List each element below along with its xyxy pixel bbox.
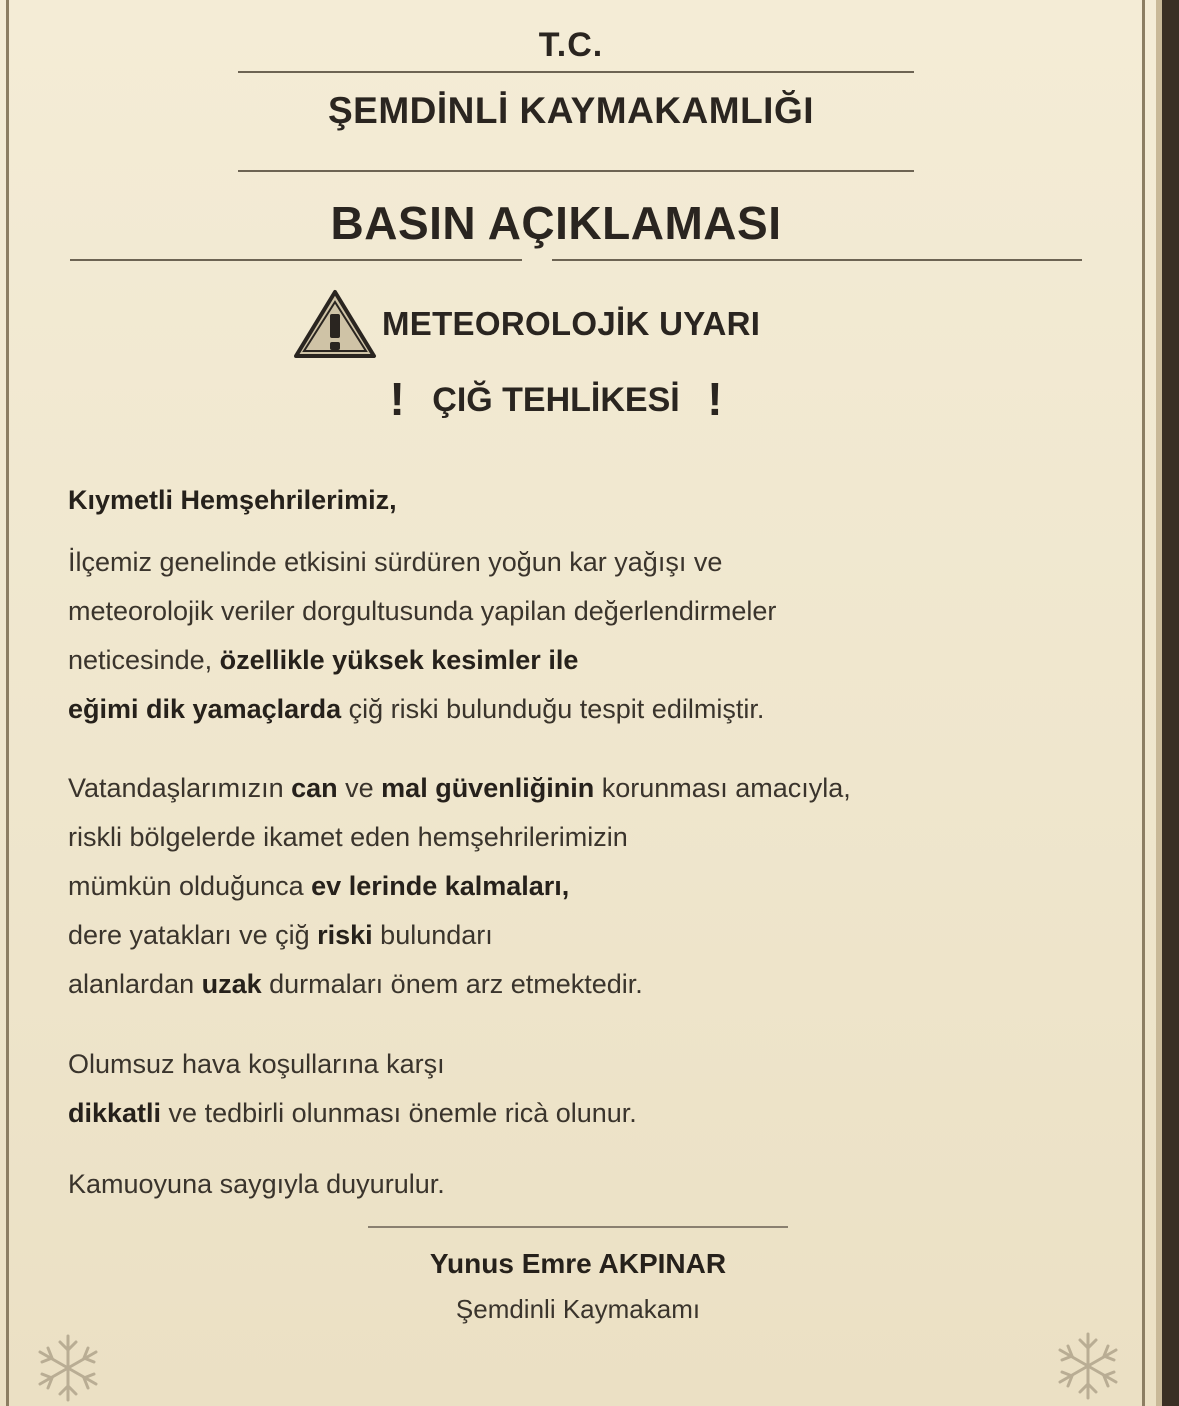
header-rule-2 [238,170,914,172]
header-rule-3-right [552,259,1082,261]
paragraph-2-line-2: riskli bölgelerde ikamet eden hemşehrilerimizin [68,822,628,852]
bold-segment: mal güvenliğinin [381,773,595,803]
paragraph-1-line-4 [68,685,776,734]
paragraph-1-line-3 [68,636,776,685]
text-segment: korunması amacıyla, [594,773,851,803]
snowflake-icon [1052,1330,1124,1402]
snowflake-icon [32,1332,104,1404]
exclamation-icon: ! [389,373,405,425]
text-segment: Vatandaşlarımızın [68,773,292,803]
avalanche-danger-label: ÇIĞ TEHLİKESİ [432,381,680,419]
text-segment: dere yatakları ve çiğ [68,920,318,950]
paragraph-2-line-4 [68,911,851,960]
paragraph-3-line-1: Olumsuz hava koşullarına karşı [68,1049,445,1079]
paragraph-2-line-3 [68,862,851,911]
text-segment: bulundarı [372,920,493,950]
paragraph-2 [68,764,851,1009]
warning-title: METEOROLOJİK UYARI [382,305,761,342]
document-type-title: BASIN AÇIKLAMASI [330,197,782,249]
text-segment: ve tedbirli olunması önemle ricà olunur. [161,1098,637,1128]
bold-segment: uzak [201,969,262,999]
header-rule-1 [238,71,914,73]
paragraph-1 [68,538,776,734]
bold-segment: eğimi dik yamaçlarda [68,694,342,724]
right-border [1142,0,1145,1406]
warning-triangle-icon [292,288,378,360]
header-tc: T.C. [538,26,604,64]
text-segment: alanlardan [68,969,202,999]
paragraph-1-line-1: İlçemiz genelinde etkisini sürdüren yoğun kar yağışı ve [68,547,723,577]
text-segment: mümkün olduğunca [68,871,312,901]
text-segment: neticesinde, [68,645,220,675]
text-segment: durmaları önem arz etmektedir. [261,969,643,999]
paragraph-3-line-2 [68,1089,637,1138]
signatory-title: Şemdinli Kaymakamı [455,1294,701,1324]
warning-heading [292,288,760,360]
header-rule-3-left [70,259,522,261]
avalanche-danger-heading [0,372,1112,426]
greeting: Kıymetli Hemşehrilerimiz, [68,485,397,515]
office-title: ŞEMDİNLİ KAYMAKAMLIĞI [327,90,815,131]
exclamation-icon: ! [707,373,723,425]
paragraph-2-line-1 [68,764,851,813]
right-edge-shadow [1162,0,1179,1406]
paragraph-1-line-2: meteorolojik veriler dorgultusunda yapilan değerlendirmeler [68,596,777,626]
text-segment: çiğ riski bulunduğu tespit edilmiştir. [341,694,765,724]
bold-segment: özellikle yüksek kesimler ile [219,645,579,675]
paragraph-3 [68,1040,637,1138]
text-segment: ve [337,773,382,803]
bold-segment: can [291,773,338,803]
bold-segment: riski [317,920,373,950]
signatory-name: Yunus Emre AKPINAR [429,1248,727,1279]
bold-segment: dikkatli [68,1098,162,1128]
signature-rule [368,1226,788,1228]
bold-segment: ev lerinde kalmaları, [311,871,570,901]
paragraph-2-line-5 [68,960,851,1009]
closing-line: Kamuoyuna saygıyla duyurulur. [68,1169,445,1199]
